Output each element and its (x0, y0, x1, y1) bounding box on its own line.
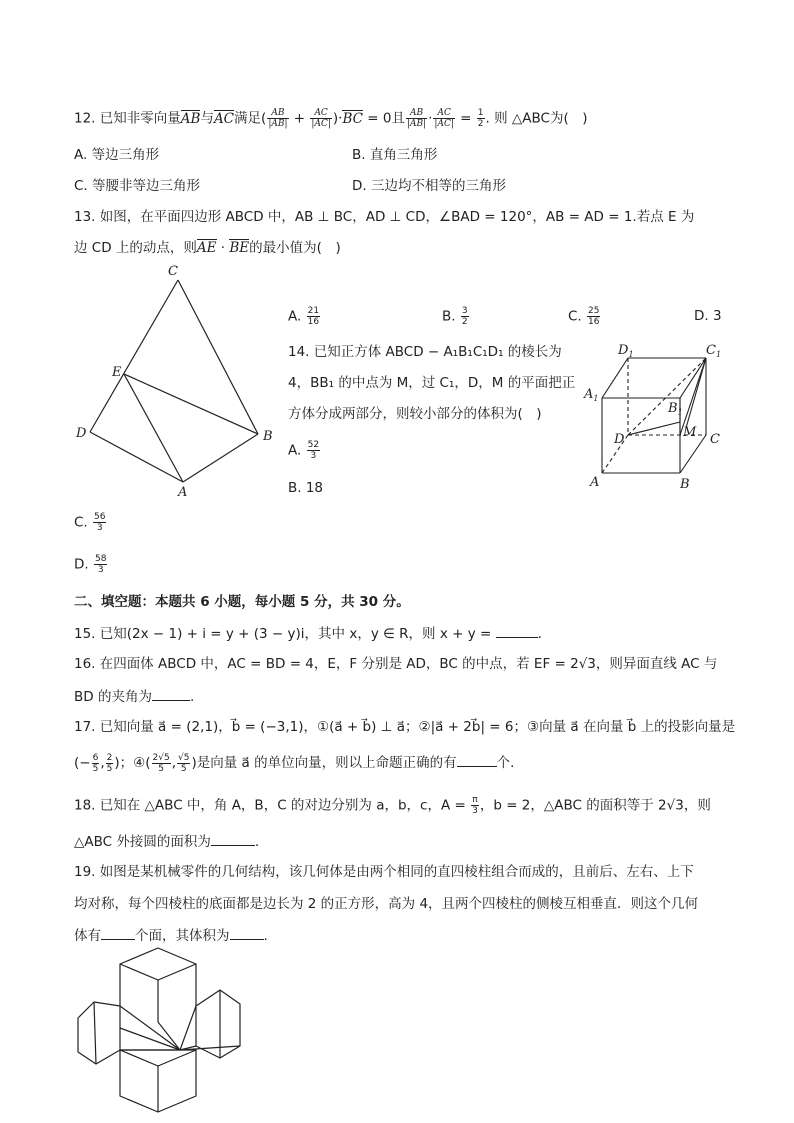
label-e: E (112, 365, 122, 380)
q14-line2: 4，BB₁ 的中点为 M，过 C₁，D，M 的平面把正 (288, 375, 576, 391)
q16-answer-blank[interactable] (152, 686, 190, 701)
edge-ab (183, 434, 258, 482)
q14-line3: 方体分成两部分，则较小部分的体积为( ) (288, 406, 542, 422)
quadrilateral-figure (70, 262, 273, 500)
top-prism-bottom-right (180, 1006, 196, 1050)
segment-eb (124, 374, 258, 434)
q14-option-b: B. 18 (288, 480, 324, 496)
hidden-section-d-c1 (628, 358, 706, 435)
q17-line2: (− $\frac{6}{5}$ , $\frac{2}{5}$ )；④( $\frac{2√5}{5}$ , $\frac{√5}{5}$ )是向量 a⃗ 的单位向量，则以上命题正确的有 个. (74, 752, 515, 774)
label-a: A (590, 475, 600, 490)
q12-option-b: B. 直角三角形 (352, 147, 438, 163)
q15-answer-blank[interactable] (496, 623, 538, 638)
left-prism-inner (94, 1002, 96, 1064)
q13-option-d: D. 3 (694, 308, 722, 324)
label-b1: $B_1$ (668, 401, 683, 417)
q17-line1: 17. 已知向量 a⃗ = (2,1)，b⃗ = (−3,1)，①(a⃗ + b⃗) ⊥ a⃗；②|a⃗ + 2b⃗| = 6；③向量 a⃗ 在向量 b⃗ 上的投影向量是 (74, 719, 736, 735)
label-b: B (680, 477, 690, 492)
q14-option-d: D. $\frac{58}{3}$ (74, 554, 107, 575)
q12-option-d: D. 三边均不相等的三角形 (352, 178, 506, 194)
q13-line2: 边 CD 上的动点，则AE · BE的最小值为( ) (74, 240, 341, 256)
edge-b1-c1 (680, 358, 706, 398)
edge-b-c (680, 435, 706, 473)
label-c: C (710, 432, 720, 447)
q18-line2: △ABC 外接圆的面积为 . (74, 831, 259, 852)
section-d-m (628, 422, 680, 435)
q13-option-a: A. $\frac{21}{16}$ (288, 306, 320, 327)
crossed-prisms-figure (72, 946, 252, 1116)
q19-volume-blank[interactable] (230, 925, 264, 940)
left-prism-cap (78, 1002, 120, 1064)
edge-a1-d1 (602, 358, 628, 398)
q14-option-c: C. $\frac{56}{3}$ (74, 512, 106, 533)
cube-figure (582, 340, 732, 490)
label-d1: $D_1$ (618, 343, 634, 359)
q15: 15. 已知(2x − 1) + i = y + (3 − y)i，其中 x，y ∈ R，则 x + y = . (74, 623, 542, 644)
edge-cd (90, 280, 178, 432)
q16-line2: BD 的夹角为 . (74, 686, 194, 707)
q14-line1: 14. 已知正方体 ABCD − A₁B₁C₁D₁ 的棱长为 (288, 344, 562, 360)
q18-line1: 18. 已知在 △ABC 中，角 A，B，C 的对边分别为 a，b，c，A = $\frac{\pi}{3}$ ，b = 2，△ABC 的面积等于 2√3，则 (74, 795, 711, 816)
bottom-prism-right (158, 1050, 196, 1066)
bottom-prism-left (120, 1050, 158, 1066)
section-c1-b1m (686, 358, 706, 428)
q16-line1: 16. 在四面体 ABCD 中，AC = BD = 4，E，F 分别是 AD，BC 的中点，若 EF = 2√3，则异面直线 AC 与 (74, 656, 718, 672)
label-a1: $A_1$ (584, 387, 599, 403)
q17-answer-blank[interactable] (457, 752, 497, 767)
label-a: A (178, 485, 188, 500)
label-b: B (263, 429, 273, 444)
label-c1: $C_1$ (706, 343, 722, 359)
q13-line1: 13. 如图，在平面四边形 ABCD 中，AB ⊥ BC，AD ⊥ CD，∠BAD = 120°，AB = AD = 1.若点 E 为 (74, 209, 695, 225)
q19-line1: 19. 如图是某机械零件的几何结构，该几何体是由两个相同的直四棱柱组合而成的，且前后、左右、上下 (74, 864, 694, 880)
label-d: D (614, 432, 625, 447)
top-prism-cap (120, 948, 196, 980)
label-d: D (76, 426, 87, 441)
q13-option-b: B. $\frac{3}{2}$ (442, 306, 468, 327)
q14-option-a: A. $\frac{52}{3}$ (288, 440, 320, 461)
label-c: C (168, 264, 178, 279)
section-c1-m (680, 358, 706, 435)
q12-option-a: A. 等边三角形 (74, 147, 160, 163)
q18-answer-blank[interactable] (211, 831, 255, 846)
q13-option-c: C. $\frac{25}{16}$ (568, 306, 600, 327)
section2-heading: 二、填空题：本题共 6 小题，每小题 5 分，共 30 分。 (74, 594, 410, 610)
q19-faces-blank[interactable] (101, 925, 135, 940)
q12-option-c: C. 等腰非等边三角形 (74, 178, 201, 194)
top-prism-bottom-left (120, 1006, 180, 1050)
q12-stem: 12. 已知非零向量AB与AC满足( $\frac{AB}{|AB|}$ + $\frac{AC}{|AC|}$ )·BC = 0且 $\frac{AB}{|AB|}$ · $\frac{AC}{|AC|}$ = $\frac{1}{2}$ . 则 △ABC为( ) (74, 108, 588, 129)
edge-cb (178, 280, 258, 434)
q19-line3: 体有 个面，其体积为 . (74, 925, 268, 946)
q19-line2: 均对称，每个四棱柱的底面都是边长为 2 的正方形，高为 4，且两个四棱柱的侧棱互相垂直．则这个几何 (74, 896, 699, 912)
label-m: M (683, 425, 697, 440)
